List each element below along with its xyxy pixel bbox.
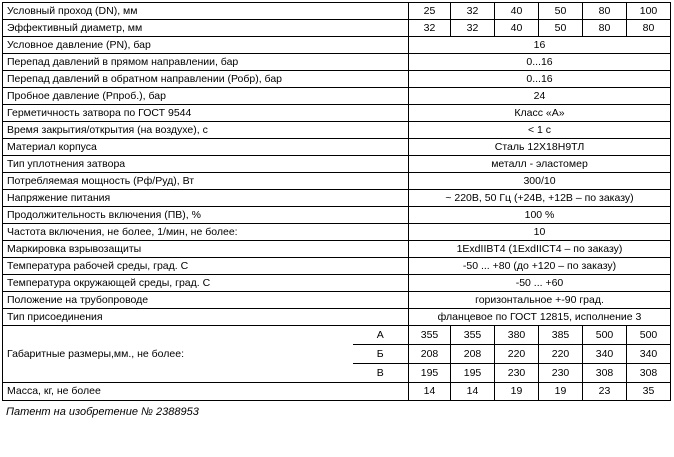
row-value: Класс «А»: [409, 105, 671, 122]
row-value: горизонтальное +-90 град.: [409, 292, 671, 309]
value-cell: 23: [583, 383, 627, 401]
row-value: фланцевое по ГОСТ 12815, исполнение 3: [409, 309, 671, 326]
value-cell: 340: [627, 345, 671, 364]
spec-row: [3, 156, 671, 173]
row-label: Температура окружающей среды, град. С: [3, 275, 409, 292]
value-cell: 230: [539, 364, 583, 383]
dimensions-label: Габаритные размеры,мм., не более:: [3, 326, 353, 383]
value-cell: 220: [495, 345, 539, 364]
row-label: Перепад давлений в обратном направлении (Робр), бар: [3, 71, 409, 88]
value-cell: 19: [539, 383, 583, 401]
value-cell: 80: [583, 3, 627, 20]
row-value: 0...16: [409, 54, 671, 71]
row-label: Герметичность затвора по ГОСТ 9544: [3, 105, 409, 122]
row-label: Продолжительность включения (ПВ), %: [3, 207, 409, 224]
dimensions-row-a: [3, 326, 671, 345]
row-value: ~ 220В, 50 Гц (+24В, +12В – по заказу): [409, 190, 671, 207]
value-cell: 385: [539, 326, 583, 345]
row-label: Перепад давлений в прямом направлении, бар: [3, 54, 409, 71]
row-value: -50 ... +60: [409, 275, 671, 292]
spec-row: [3, 88, 671, 105]
row-label: Маркировка взрывозащиты: [3, 241, 409, 258]
row-label: Положение на трубопроводе: [3, 292, 409, 309]
value-cell: 40: [495, 20, 539, 37]
value-cell: 355: [451, 326, 495, 345]
dimension-letter: А: [353, 326, 409, 345]
value-cell: 500: [627, 326, 671, 345]
value-cell: 50: [539, 3, 583, 20]
value-cell: 308: [627, 364, 671, 383]
value-cell: 195: [451, 364, 495, 383]
value-cell: 32: [409, 20, 451, 37]
spec-row: [3, 37, 671, 54]
spec-row: [3, 258, 671, 275]
value-cell: 355: [409, 326, 451, 345]
row-label: Напряжение питания: [3, 190, 409, 207]
row-value: Сталь 12Х18Н9ТЛ: [409, 139, 671, 156]
dn-row: [3, 3, 671, 20]
dimension-letter: Б: [353, 345, 409, 364]
spec-table: [2, 2, 671, 401]
row-value: 100 %: [409, 207, 671, 224]
row-label: Пробное давление (Рпроб.), бар: [3, 88, 409, 105]
value-cell: 32: [451, 20, 495, 37]
value-cell: 380: [495, 326, 539, 345]
value-cell: 208: [451, 345, 495, 364]
row-label: Время закрытия/открытия (на воздухе), с: [3, 122, 409, 139]
row-label: Эффективный диаметр, мм: [3, 20, 409, 37]
value-cell: 50: [539, 20, 583, 37]
row-label: Условный проход (DN), мм: [3, 3, 409, 20]
row-label: Температура рабочей среды, град. С: [3, 258, 409, 275]
row-value: < 1 с: [409, 122, 671, 139]
spec-row: [3, 292, 671, 309]
row-value: 10: [409, 224, 671, 241]
value-cell: 32: [451, 3, 495, 20]
spec-row: [3, 105, 671, 122]
row-value: 0...16: [409, 71, 671, 88]
value-cell: 340: [583, 345, 627, 364]
row-label: Материал корпуса: [3, 139, 409, 156]
row-label: Условное давление (PN), бар: [3, 37, 409, 54]
row-label: Тип уплотнения затвора: [3, 156, 409, 173]
row-value: 24: [409, 88, 671, 105]
spec-row: [3, 173, 671, 190]
row-label: Масса, кг, не более: [3, 383, 409, 401]
value-cell: 80: [583, 20, 627, 37]
dimension-letter: В: [353, 364, 409, 383]
spec-row: [3, 122, 671, 139]
row-value: 16: [409, 37, 671, 54]
value-cell: 14: [409, 383, 451, 401]
row-value: 1ExdIIBT4 (1ExdIICT4 – по заказу): [409, 241, 671, 258]
spec-row: [3, 207, 671, 224]
value-cell: 500: [583, 326, 627, 345]
value-cell: 19: [495, 383, 539, 401]
spec-row: [3, 275, 671, 292]
spec-row: [3, 139, 671, 156]
value-cell: 308: [583, 364, 627, 383]
row-value: металл - эластомер: [409, 156, 671, 173]
mass-row: [3, 383, 671, 401]
diam-row: [3, 20, 671, 37]
row-value: 300/10: [409, 173, 671, 190]
value-cell: 14: [451, 383, 495, 401]
spec-row: [3, 71, 671, 88]
row-label: Потребляемая мощность (Рф/Руд), Вт: [3, 173, 409, 190]
value-cell: 195: [409, 364, 451, 383]
value-cell: 230: [495, 364, 539, 383]
value-cell: 25: [409, 3, 451, 20]
value-cell: 100: [627, 3, 671, 20]
value-cell: 220: [539, 345, 583, 364]
spec-row: [3, 224, 671, 241]
spec-row: [3, 54, 671, 71]
spec-row: [3, 190, 671, 207]
row-value: -50 ... +80 (до +120 – по заказу): [409, 258, 671, 275]
spec-row: [3, 309, 671, 326]
row-label: Частота включения, не более, 1/мин, не более:: [3, 224, 409, 241]
value-cell: 80: [627, 20, 671, 37]
row-label: Тип присоединения: [3, 309, 409, 326]
patent-note: Патент на изобретение № 2388953: [6, 406, 199, 418]
spec-row: [3, 241, 671, 258]
value-cell: 40: [495, 3, 539, 20]
value-cell: 35: [627, 383, 671, 401]
value-cell: 208: [409, 345, 451, 364]
